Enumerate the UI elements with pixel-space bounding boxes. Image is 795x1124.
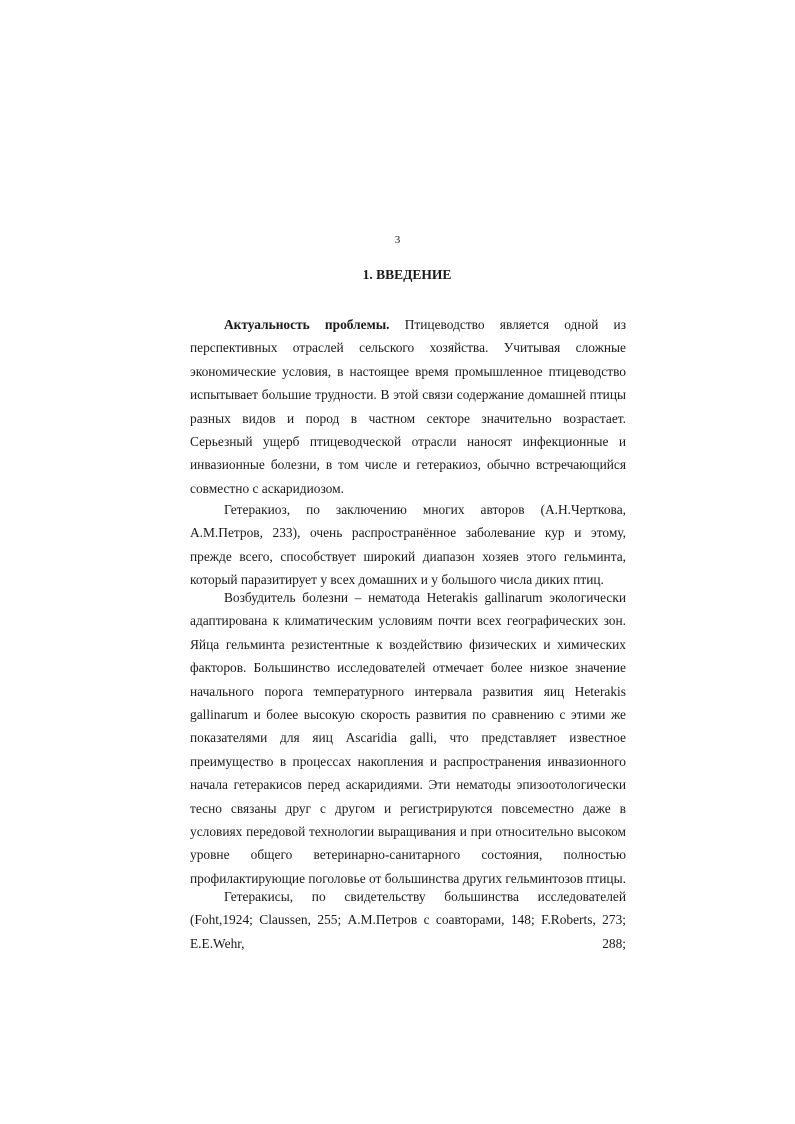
paragraph-text: Возбудитель болезни – нематода Heterakis gallinarum экологически адаптирована к климатическим условиям почти всех географических зон. Яйца гельминта резистентные к воздействию физических и химических факторов. Большинство исследователей отмечает более низкое значение начального порога температурного интервала развития яиц Heterakis gallinarum и более высокую скорость развития по сравнению с этими же показателями для яиц Ascaridia galli, что представляет известное преимущество в процессах накопления и распространения инвазионного начала гетеракисов перед аскаридиями. Эти нематоды эпизоотологически тесно связаны друг с другом и регистрируются повсеместно даже в условиях передовой технологии выращивания и при относительно высоком уровне общего ветеринарно-санитарного состояния, полностью профилактирующие поголовье от большинства других гельминтозов птицы. <box>190 590 626 886</box>
paragraph-pathogen <box>190 586 626 890</box>
page-number: 3 <box>394 234 401 246</box>
paragraph-relevance <box>190 313 626 500</box>
paragraph-text: Гетеракисы, по свидетельству большинства исследователей (Foht,1924; Claussen, 255; А.М.Петров с соавторами, 148; F.Roberts, 273; E.E.Wehr, 288; <box>190 889 626 951</box>
paragraph-text: Гетеракиоз, по заключению многих авторов (А.Н.Черткова, А.М.Петров, 233), очень распространённое заболевание кур и этому, прежде всего, способствует широкий диапазон хозяев этого гельминта, который паразитирует у всех домашних и у большого числа диких птиц. <box>190 502 626 588</box>
paragraph-text: Птицеводство является одной из перспективных отраслей сельского хозяйства. Учитывая сложные экономические условия, в настоящее время промышленное птицеводство испытывает большие трудности. В этой связи содержание домашней птицы разных видов и пород в частном секторе значительно возрастает. Серьезный ущерб птицеводческой отрасли наносят инфекционные и инвазионные болезни, в том числе и гетеракиоз, обычно встречающийся совместно с аскаридиозом. <box>190 317 627 496</box>
section-heading: 1. ВВЕДЕНИЕ <box>362 267 452 282</box>
paragraph-heterakiasis <box>190 498 626 592</box>
paragraph-lead: Актуальность проблемы. <box>224 317 390 332</box>
paragraph-heterakids <box>190 885 626 955</box>
